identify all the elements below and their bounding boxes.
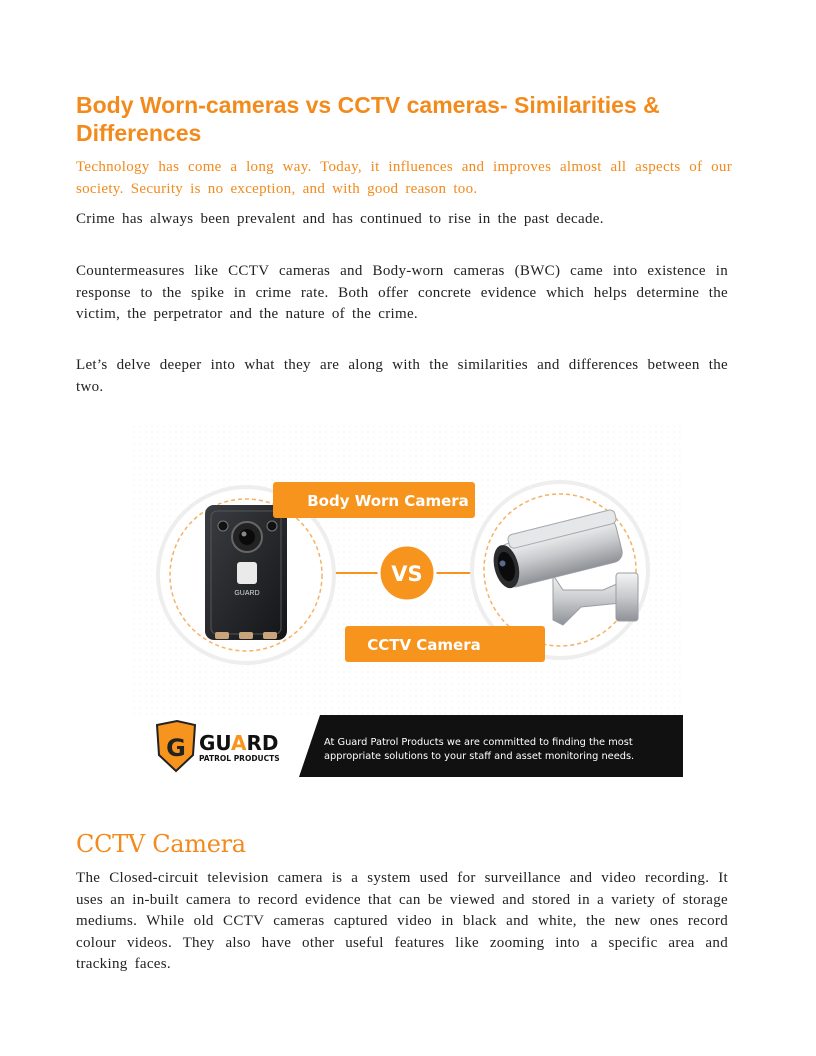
article-title: Body Worn-cameras vs CCTV cameras- Similarities & Differences [76, 92, 660, 146]
section-paragraph-cctv: The Closed-circuit television camera is a system used for surveillance and video recording. It uses an in-built camera to record evidence that can be viewed and stored in a variety of storage mediums. While old CCTV cameras captured video in black and white, the new ones record colour videos. They also have other useful features like zooming into a specific area and tracking faces. [76, 870, 728, 972]
svg-text:G: G [166, 734, 186, 762]
vs-badge [379, 545, 435, 601]
body-paragraph-1: Crime has always been prevalent and has continued to rise in the past decade. [76, 211, 604, 227]
body-paragraph-3: Let’s delve deeper into what they are along with the similarities and differences between the two. [76, 357, 728, 395]
svg-text:VS: VS [391, 562, 423, 586]
comparison-banner [133, 425, 683, 777]
intro-paragraph: Technology has come a long way. Today, it influences and improves almost all aspects of our society. Security is no exception, and with good reason too. [76, 159, 732, 197]
svg-text:appropriate solutions to your: appropriate solutions to your staff and asset monitoring needs. [324, 751, 635, 762]
svg-text:GUARD: GUARD [234, 590, 260, 597]
svg-text:Body Worn Camera: Body Worn Camera [307, 492, 469, 510]
tagline-strip [299, 715, 683, 777]
svg-text:GUARD: GUARD [199, 731, 279, 755]
svg-text:PATROL PRODUCTS: PATROL PRODUCTS [199, 754, 280, 763]
svg-text:CCTV Camera: CCTV Camera [367, 636, 481, 654]
body-paragraph-2: Countermeasures like CCTV cameras and Body-worn cameras (BWC) came into existence in response to the spike in crime rate. Both offer concrete evidence which helps determine the victim, the perpetrator and the nature of the crime. [76, 263, 728, 322]
svg-text:At Guard Patrol Products we ar: At Guard Patrol Products we are committed to finding the most [324, 737, 633, 748]
section-heading-cctv: CCTV Camera [76, 830, 246, 858]
body-worn-label [273, 482, 475, 518]
cctv-label [345, 626, 545, 662]
